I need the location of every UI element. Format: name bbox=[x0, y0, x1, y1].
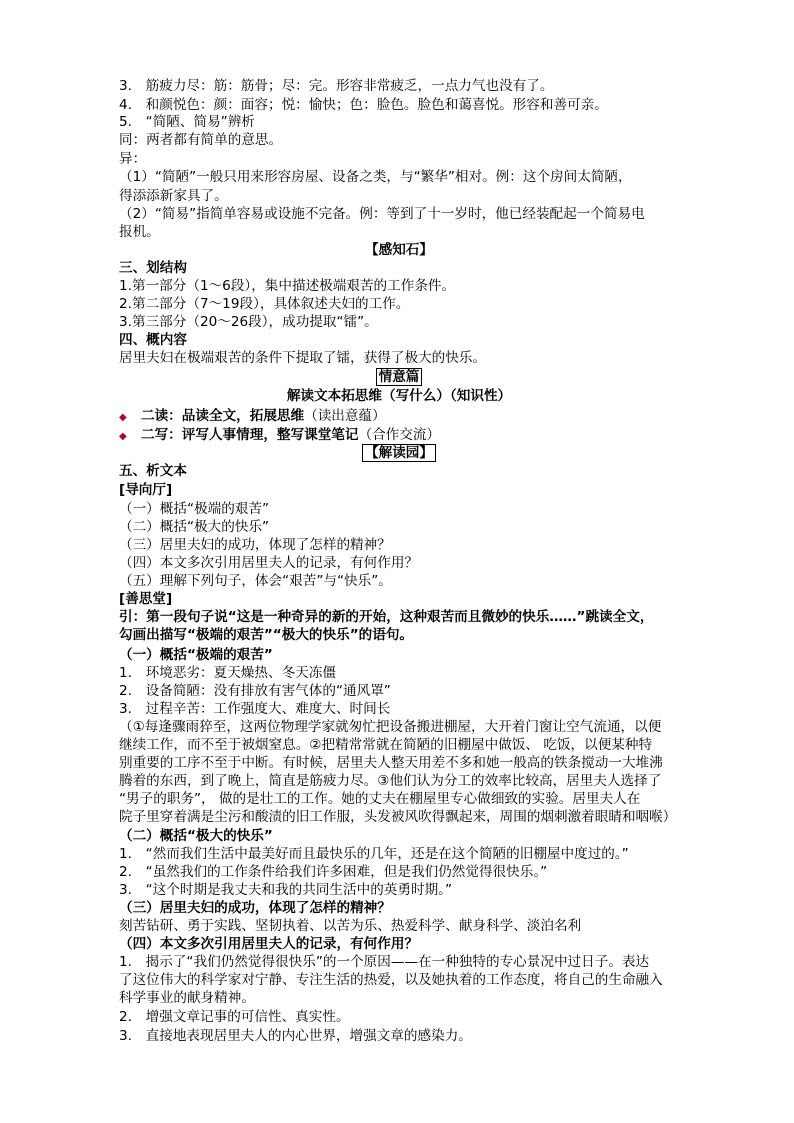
s2-item: 3. “这个时期是我丈夫和我的共同生活中的英勇时期。” bbox=[119, 882, 453, 898]
section-jdy: 【解读园】 bbox=[119, 444, 679, 463]
diamond-icon: ◆ bbox=[119, 412, 127, 423]
s1-title: （一）概括“极端的艰苦” bbox=[119, 647, 273, 663]
structure-part: 3.第三部分（20～26段），成功提取“镭”。 bbox=[119, 314, 378, 330]
vocab-item: 4. 和颜悦色：颜：面容；悦：愉快；色：脸色。脸色和蔼喜悦。形容和善可亲。 bbox=[119, 97, 608, 113]
vocab-item: 5. “简陋、简易”辨析 bbox=[119, 114, 255, 130]
s1-item: 3. 过程辛苦：工作强度大、难度大、时间长 bbox=[119, 701, 391, 717]
vocab-item: 3. 筋疲力尽：筋：筋骨；尽：完。形容非常疲乏，一点力气也没有了。 bbox=[119, 78, 554, 94]
compare-line: 得添添新家具了。 bbox=[119, 188, 228, 204]
s1-item: 1. 环境恶劣：夏天燥热、冬天冻僵 bbox=[119, 665, 336, 681]
s3-text: 刻苦钻研、勇于实践、坚韧执着、以苦为乐、热爱科学、献身科学、淡泊名利 bbox=[119, 918, 582, 934]
summary-text: 居里夫妇在极端艰苦的条件下提取了镭，获得了极大的快乐。 bbox=[119, 350, 487, 366]
structure-part: 1.第一部分（1～6段），集中描述极端艰苦的工作条件。 bbox=[119, 278, 456, 294]
s4-item-cont: 了这位伟大的科学家对宁静、专注生活的热爱，以及她执着的工作态度，将自己的生命融入 bbox=[119, 972, 663, 988]
bullet-item: ◆ 二读：品读全文，拓展思维（读出意蕴） bbox=[119, 407, 679, 426]
s3-title: （三）居里夫妇的成功，体现了怎样的精神？ bbox=[119, 900, 391, 916]
structure-part: 2.第二部分（7～19段），具体叙述夫妇的工作。 bbox=[119, 296, 410, 312]
s1-item: 2. 设备简陋：没有排放有害气体的“通风罩” bbox=[119, 683, 391, 699]
intro-line: 勾画出描写“极端的艰苦”“极大的快乐”的语句。 bbox=[119, 627, 414, 643]
qingyi-box: 情意篇 bbox=[376, 368, 423, 386]
compare-diff: 异： bbox=[119, 151, 147, 167]
question-item: （三）居里夫妇的成功，体现了怎样的精神？ bbox=[119, 537, 391, 553]
structure-title: 三、划结构 bbox=[119, 260, 187, 276]
s1-quote: 院子里穿着满是尘污和酸渍的旧工作服，头发被风吹得飘起来，周围的烟刺激着眼睛和咽喉） bbox=[119, 809, 677, 825]
s4-title: （四）本文多次引用居里夫人的记录，有何作用？ bbox=[119, 936, 419, 952]
s4-item: 3. 直接地表现居里夫人的内心世界，增强文章的感染力。 bbox=[119, 1028, 472, 1044]
intro-line: 引：第一段句子说“这是一种奇异的新的开始，这种艰苦而且微妙的快乐……”跳读全文， bbox=[119, 609, 654, 625]
s2-item: 2. “虽然我们的工作条件给我们许多困难，但是我们仍然觉得很快乐。” bbox=[119, 864, 548, 880]
question-item: （四）本文多次引用居里夫人的记录，有何作用？ bbox=[119, 555, 419, 571]
question-item: （一）概括“极端的艰苦” bbox=[119, 501, 270, 517]
s1-quote: 腾着的东西，到了晚上，简直是筋疲力尽。③他们认为分工的效率比较高，居里夫人选择了 bbox=[119, 773, 662, 789]
compare-line: （2）“简易”指简单容易或设施不完备。例：等到了十一岁时，他已经装配起一个简易电 bbox=[119, 206, 645, 222]
bullet-item: ◆ 二写：评写人事情理，整写课堂笔记（合作交流） bbox=[119, 426, 679, 445]
s4-item: 1. 揭示了“我们仍然觉得很快乐”的一个原因——在一种独特的专心景况中过日子。表达 bbox=[119, 954, 650, 970]
s1-quote: 继续工作，而不至于被烟窒息。②把精常常就在简陋的旧棚屋中做饭、 吃饭，以便某种特 bbox=[119, 737, 653, 753]
section-gzs: 【感知石】 bbox=[365, 242, 433, 258]
s2-title: （二）概括“极大的快乐” bbox=[119, 828, 273, 844]
diamond-icon: ◆ bbox=[119, 431, 127, 442]
s1-quote: 别重要的工序不至于中断。有时候，居里夫人整天用差不多和她一般高的铁条搅动一大堆沸 bbox=[119, 755, 663, 771]
question-item: （二）概括“极大的快乐” bbox=[119, 519, 270, 535]
s1-quote: “男子的职务”， 做的是壮工的工作。她的丈夫在棚屋里专心做细致的实验。居里夫人在 bbox=[119, 791, 641, 807]
s1-quote: （①每逢骤雨猝至，这两位物理学家就匆忙把设备搬进棚屋，大开着门窗让空气流通，以便 bbox=[119, 719, 662, 735]
summary-title: 四、概内容 bbox=[119, 332, 187, 348]
analysis-title: 五、析文本 bbox=[119, 463, 187, 479]
shansi-label: [善思堂] bbox=[119, 591, 173, 607]
s2-item: 1. “然而我们生活中最美好而且最快乐的几年，还是在这个简陋的旧棚屋中度过的。” bbox=[119, 846, 629, 862]
s4-item-cont: 科学事业的献身精神。 bbox=[119, 990, 255, 1006]
qingyi-subtitle: 解读文本拓思维（写什么）（知识性） bbox=[286, 388, 512, 404]
compare-line: 报机。 bbox=[119, 224, 160, 240]
compare-line: （1）“简陋”一般只用来形容房屋、设备之类，与“繁华”相对。例：这个房间太简陋， bbox=[119, 169, 632, 185]
compare-same: 同：两者都有简单的意思。 bbox=[119, 132, 283, 148]
qingyi-heading bbox=[119, 368, 679, 387]
question-item: （五）理解下列句子，体会“艰苦”与“快乐”。 bbox=[119, 573, 392, 589]
s4-item: 2. 增强文章记事的可信性、真实性。 bbox=[119, 1009, 350, 1025]
daoxiang-label: [导向厅] bbox=[119, 482, 173, 498]
